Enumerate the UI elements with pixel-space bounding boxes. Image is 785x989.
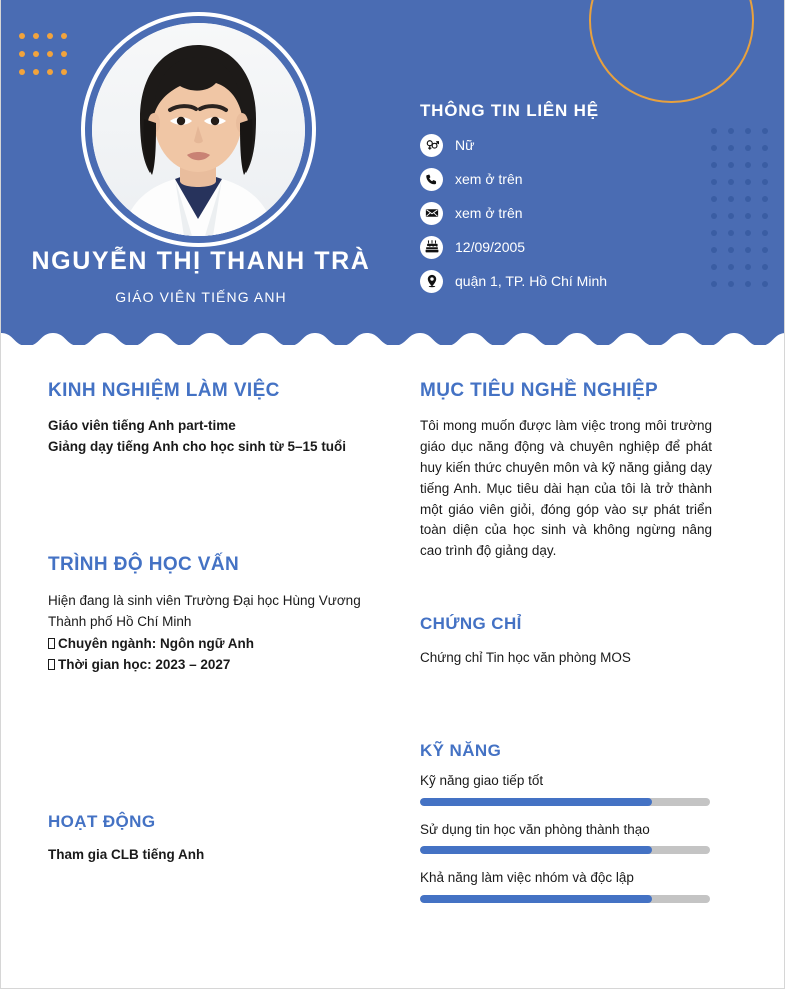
skill-progress-fill bbox=[420, 846, 652, 854]
education-intro: Hiện đang là sinh viên Trường Đại học Hùng Vương Thành phố Hồ Chí Minh bbox=[48, 592, 361, 630]
experience-line-1: Giáo viên tiếng Anh part-time bbox=[48, 417, 236, 433]
spacer bbox=[420, 562, 712, 614]
education-bullet-2-text: Thời gian học: 2023 – 2027 bbox=[58, 657, 231, 673]
missing-glyph-icon bbox=[48, 659, 55, 670]
contact-row-birthday bbox=[420, 235, 760, 259]
section-title-experience: KINH NGHIỆM LÀM VIỆC bbox=[48, 380, 280, 401]
contact-value-gender: Nữ bbox=[455, 137, 475, 153]
contact-value-email: xem ở trên bbox=[455, 205, 523, 221]
left-column bbox=[48, 380, 393, 866]
spacer bbox=[420, 669, 712, 741]
contact-row-address bbox=[420, 269, 760, 293]
spacer bbox=[48, 458, 393, 554]
section-certificates bbox=[420, 614, 712, 668]
education-bullet-2 bbox=[48, 654, 393, 676]
section-title-skills: KỸ NĂNG bbox=[420, 740, 502, 760]
candidate-name: NGUYỄN THỊ THANH TRÀ bbox=[31, 247, 371, 275]
skill-item bbox=[420, 871, 712, 903]
skill-progress-bar bbox=[420, 798, 710, 806]
right-column bbox=[420, 380, 712, 920]
section-objective bbox=[420, 380, 712, 562]
contact-row-gender bbox=[420, 133, 760, 157]
skill-item bbox=[420, 774, 712, 806]
section-skills bbox=[420, 741, 712, 903]
skill-progress-fill bbox=[420, 895, 652, 903]
missing-glyph-icon bbox=[48, 638, 55, 649]
section-title-certificates: CHỨNG CHỈ bbox=[420, 614, 522, 634]
skill-progress-bar bbox=[420, 895, 710, 903]
spacer bbox=[48, 676, 393, 772]
contact-section bbox=[420, 101, 760, 303]
section-title-objective: MỤC TIÊU NGHỀ NGHIỆP bbox=[420, 380, 659, 401]
contact-row-email bbox=[420, 201, 760, 225]
candidate-role: GIÁO VIÊN TIẾNG ANH bbox=[115, 289, 287, 305]
location-pin-icon bbox=[420, 270, 443, 293]
contact-section-title: THÔNG TIN LIÊN HỆ bbox=[420, 101, 599, 120]
section-activities bbox=[48, 812, 393, 866]
email-icon bbox=[420, 202, 443, 225]
skill-label: Khả năng làm việc nhóm và độc lập bbox=[420, 870, 634, 886]
orange-circle-decoration bbox=[589, 0, 754, 103]
skill-item bbox=[420, 823, 712, 855]
section-experience bbox=[48, 380, 393, 458]
section-title-education: TRÌNH ĐỘ HỌC VẤN bbox=[48, 553, 240, 575]
section-education bbox=[48, 554, 393, 676]
contact-row-phone bbox=[420, 167, 760, 191]
education-bullet-1 bbox=[48, 633, 393, 655]
certificate-line-1: Chứng chỉ Tin học văn phòng MOS bbox=[420, 649, 631, 665]
skill-label: Sử dụng tin học văn phòng thành thạo bbox=[420, 821, 650, 837]
phone-icon bbox=[420, 168, 443, 191]
objective-text: Tôi mong muốn được làm việc trong môi trường giáo dục năng động và chuyên nghiệp để phát huy kiến thức chuyên môn và kỹ năng giảng dạy tiếng Anh. Mục tiêu dài hạn của tôi là trở thành một giáo viên giỏi, đóng góp vào sự phát triển toàn diện của học sinh và không ngừng nâng cao trình độ giảng dạy. bbox=[420, 417, 712, 559]
education-bullet-1-text: Chuyên ngành: Ngôn ngữ Anh bbox=[58, 635, 254, 651]
gender-icon bbox=[420, 134, 443, 157]
contact-value-address: quận 1, TP. Hồ Chí Minh bbox=[455, 273, 608, 289]
avatar-ring bbox=[81, 12, 316, 247]
section-title-activities: HOẠT ĐỘNG bbox=[48, 811, 156, 831]
avatar bbox=[81, 12, 316, 247]
contact-value-birthday: 12/09/2005 bbox=[455, 239, 526, 255]
spacer bbox=[48, 772, 393, 812]
birthday-cake-icon bbox=[420, 236, 443, 259]
contact-value-phone: xem ở trên bbox=[455, 171, 523, 187]
wave-divider bbox=[1, 320, 785, 345]
activities-line-1: Tham gia CLB tiếng Anh bbox=[48, 847, 205, 863]
cv-header bbox=[1, 0, 785, 345]
skill-progress-fill bbox=[420, 798, 652, 806]
skill-label: Kỹ năng giao tiếp tốt bbox=[420, 773, 544, 789]
orange-dot-grid-decoration bbox=[19, 33, 75, 87]
experience-line-2: Giảng dạy tiếng Anh cho học sinh từ 5–15 tuổi bbox=[48, 438, 347, 454]
skill-progress-bar bbox=[420, 846, 710, 854]
